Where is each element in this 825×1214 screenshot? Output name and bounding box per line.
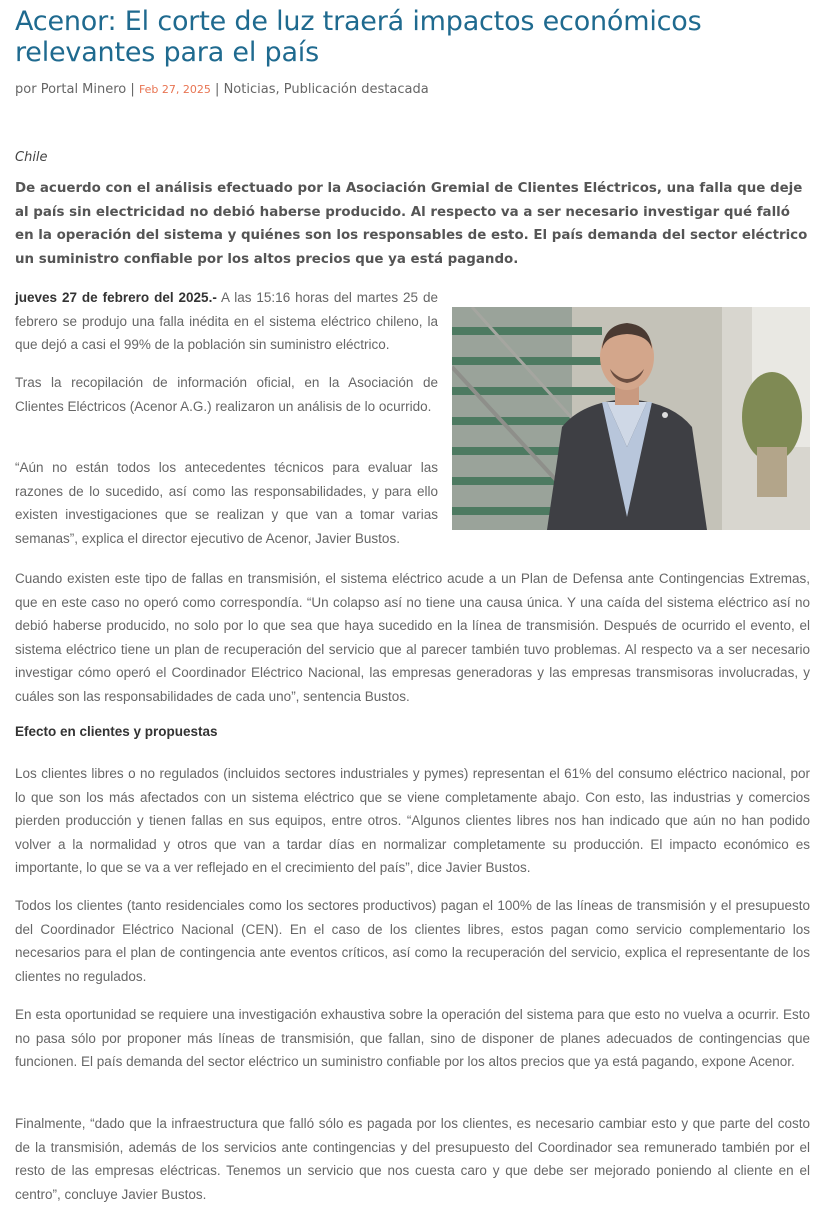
post-meta	[15, 81, 810, 99]
article-title: Acenor: El corte de luz traerá impactos económicos relevantes para el país	[15, 6, 702, 68]
article-photo	[452, 307, 810, 530]
paragraph-6: Todos los clientes (tanto residenciales como los sectores productivos) pagan el 100% de las líneas de transmisión y el presupuesto del Coordinador Eléctrico Nacional (CEN). En el caso de los clientes libres, estos pagan como servicio complementario los necesarios para el plan de contingencia ante eventos críticos, así como la recuperación del servicio, explica el representante de los clientes no regulados.	[15, 898, 810, 984]
article-lead: De acuerdo con el análisis efectuado por la Asociación Gremial de Clientes Eléctricos, una falla que deje al país sin electricidad no debió haberse producido. Al respecto va a ser necesario investigar qué falló en la operación del sistema y quiénes son los responsables de esto. El país demanda del sector eléctrico un suministro confiable por los altos precios que ya está pagando.	[15, 181, 808, 267]
section-heading: Efecto en clientes y propuestas	[15, 724, 218, 739]
meta-separator: |	[130, 82, 135, 97]
article	[15, 0, 810, 1202]
paragraph-1-text: A las 15:16 horas del martes 25 de febrero se produjo una falla inédita en el sistema eléctrico chileno, la que dejó a casi el 99% de la población sin suministro eléctrico.	[15, 290, 438, 353]
paragraph-4: Cuando existen este tipo de fallas en transmisión, el sistema eléctrico acude a un Plan de Defensa ante Contingencias Extremas, que en este caso no operó como correspondía. “Un colapso así no tiene una causa única. Y una caída del sistema eléctrico así no debió haberse producido, no solo por lo que sea que haya sucedido en la línea de transmisión. Después de ocurrido el evento, el sistema eléctrico tiene un plan de recuperación del servicio que al parecer también tuvo problemas. Al respecto va a ser necesario investigar cómo operó el Coordinador Eléctrico Nacional, las empresas generadoras y las empresas transmisoras involucradas, y cuáles son las responsabilidades de cada uno”, sentencia Bustos.	[15, 571, 810, 704]
category-links[interactable]: Noticias, Publicación destacada	[223, 82, 429, 97]
paragraph-7: En esta oportunidad se requiere una investigación exhaustiva sobre la operación del sistema para que esto no vuelva a ocurrir. Esto no pasa sólo por proponer más líneas de transmisión, que fallan, sino de disponer de planes adecuados de contingencias que funcionen. El país demanda del sector eléctrico un suministro confiable por los altos precios que ya está pagando, expone Acenor.	[15, 1007, 810, 1070]
paragraph-8: Finalmente, “dado que la infraestructura que falló sólo es pagada por los clientes, es necesario cambiar esto y que parte del costo de la transmisión, además de los servicios ante contingencias y del presupuesto del Coordinador sea remunerado también por el resto de las empresas eléctricas. Tenemos un servicio que nos cuesta caro y que debe ser mejorado poniendo al cliente en el centro”, concluye Javier Bustos.	[15, 1116, 810, 1202]
paragraph-5: Los clientes libres o no regulados (incluidos sectores industriales y pymes) representan el 61% del consumo eléctrico nacional, por lo que son los más afectados con un sistema eléctrico que se viene completamente abajo. Con esto, las industrias y comercios pierden producción y tienen fallas en sus equipos, entre otros. “Algunos clientes libres nos han indicado que aún no han podido volver a la normalidad y otros que van a tardar días en normalizar completamente su producción. El impacto económico es importante, lo que se va a ver reflejado en el crecimiento del país”, dice Javier Bustos.	[15, 766, 810, 876]
meta-separator: |	[215, 82, 220, 97]
post-date: Feb 27, 2025	[138, 83, 211, 96]
author-link[interactable]: Portal Minero	[40, 82, 127, 97]
country-label: Chile	[15, 150, 48, 165]
paragraph-3: “Aún no están todos los antecedentes técnicos para evaluar las razones de lo sucedido, así como las responsabilidades, y para ello existen investigaciones que se realizan y que van a tomar varias semanas”, explica el director ejecutivo de Acenor, Javier Bustos.	[15, 460, 438, 546]
portrait-illustration	[452, 307, 810, 530]
meta-prefix: por	[15, 82, 37, 97]
paragraph-2: Tras la recopilación de información oficial, en la Asociación de Clientes Eléctricos (Acenor A.G.) realizaron un análisis de lo ocurrido.	[15, 375, 438, 414]
dateline: jueves 27 de febrero del 2025.-	[15, 290, 217, 305]
paragraph-1	[15, 286, 438, 357]
